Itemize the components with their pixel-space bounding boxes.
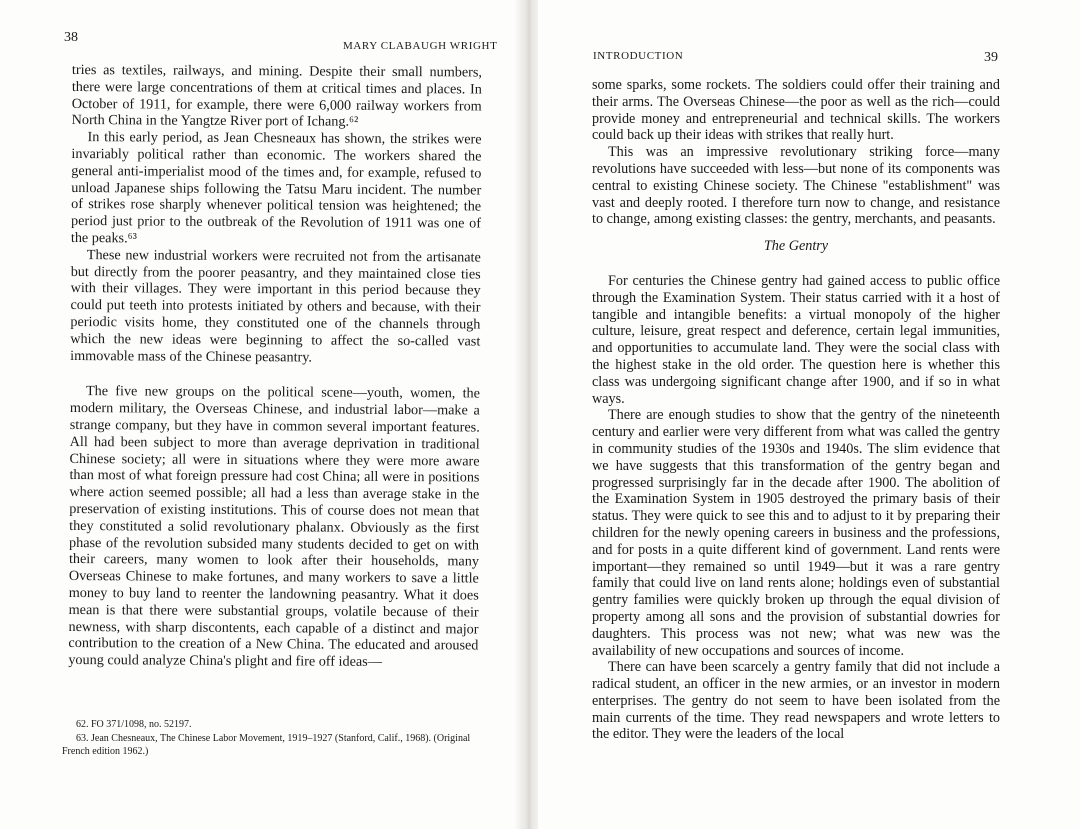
paragraph: In this early period, as Jean Chesneaux has shown, the strikes were invariably political rather than economic. The workers shared the general anti-imperialist mood of the times and, for example, refused to unload Japanese ships following the Tatsu Maru incident. The number of strikes rose sharply whenever political tension was heightened; the period just prior to the outbreak of the Revolution of 1911 was one of the peaks.⁶³ xyxy=(70,129,482,247)
section-break xyxy=(70,364,480,386)
paragraph: For centuries the Chinese gentry had gained access to public office through the Examination System. Their status carried with it a host of tangible and intangible benefits: a virtual monopoly of the higher culture, leisure, great respect and deference, certain legal immunities, and opportunities to accumulate land. They were the social class with the highest stake in the old order. The question here is whether this class was undergoing significant change after 1900, and if so in what ways. xyxy=(592,272,1000,407)
section-title: The Gentry xyxy=(763,238,829,255)
footnote: 62. FO 371/1098, no. 52197. xyxy=(76,719,192,730)
paragraph: There can have been scarcely a gentry family that did not include a radical student, an officer in the new armies, or an investor in modern enterprises. The gentry do not seem to have been isolated from the main currents of the time. They read newspapers and wrote letters to the editor. They were the leaders of the local xyxy=(592,659,1000,743)
paragraph: The five new groups on the political scene—youth, women, the modern military, the Overseas Chinese, and industrial labor—make a strange company, but they have in common several important features. All had been subject to more than average deprivation in traditional Chinese society; all were in situations where they were more aware than most of what foreign pressure had cost China; all were in positions where action seemed possible; all had a less than average stake in the preservation of existing institutions. This of course does not mean that they constituted a solid revolutionary phalanx. Obviously as the first phase of the revolution subsided many students decided to get on with their careers, many women to look after their households, many Overseas Chinese to make fortunes, and many workers to save a little money to buy land to reenter the landowning peasantry. What it does mean is that there were substantial groups, volatile because of their newness, with sharp discontents, each capable of a distinct and major contribution to the creation of a New China. The educated and aroused young could analyze China's plight and fire off ideas— xyxy=(68,383,481,670)
footnotes xyxy=(62,718,482,759)
paragraph: tries as textiles, railways, and mining. Despite their small numbers, there were large concentrations of them at critical times and places. In October of 1911, for example, there were 6,000 railway workers from North China in the Yangtze River port of Ichang.⁶² xyxy=(71,62,482,131)
paragraph: This was an impressive revolutionary striking force—many revolutions have succeeded with less—but none of its components was central to existing Chinese society. The Chinese "establishment" was vast and deeply rooted. I therefore turn now to change, and resistance to change, among existing classes: the gentry, merchants, and peasants. xyxy=(592,144,1000,228)
running-head: INTRODUCTION xyxy=(593,50,684,62)
paragraph: some sparks, some rockets. The soldiers could offer their training and their arms. The Overseas Chinese—the poor as well as the rich—could provide money and entrepreneurial and technical skills. The workers could back up their ideas with strikes that really hurt. xyxy=(592,77,1000,144)
page-number: 39 xyxy=(984,50,998,65)
left-body-text xyxy=(68,62,482,671)
right-body-text xyxy=(592,77,1000,743)
paragraph: These new industrial workers were recruited not from the artisanate but directly from the poorer peasantry, and they maintained close ties with their villages. They were important in this period because they could put teeth into protests initiated by others and because, with their periodic visits home, they constituted one of the channels through which the new ideas were beginning to affect the so-called vast immovable mass of the Chinese peasantry. xyxy=(70,246,481,366)
running-head: MARY CLABAUGH WRIGHT xyxy=(343,40,498,52)
footnote: 63. Jean Chesneaux, The Chinese Labor Movement, 1919–1927 (Stanford, Calif., 1968). (Original French edition 1962.) xyxy=(62,732,471,757)
page-number: 38 xyxy=(64,30,78,45)
paragraph: There are enough studies to show that the gentry of the nineteenth century and earlier were very different from what was called the gentry in community studies of the 1930s and 1940s. The slim evidence that we have suggests that this transformation of the gentry began and progressed surprisingly far in the decade after 1900. The abolition of the Examination System in 1905 destroyed the primary basis of their status. They were quick to see this and to adjust to it by preparing their children for the newly opening careers in business and the professions, and for posts in a quite different kind of government. Land rents were important—they remained so until 1949—but it was a rare gentry family that could live on land rents alone; holdings even of substantial gentry families were quickly broken up through the equal division of property among all sons and the provision of substantial dowries for daughters. This process was not new; what was new was the availability of new occupations and sources of income. xyxy=(592,407,1000,659)
